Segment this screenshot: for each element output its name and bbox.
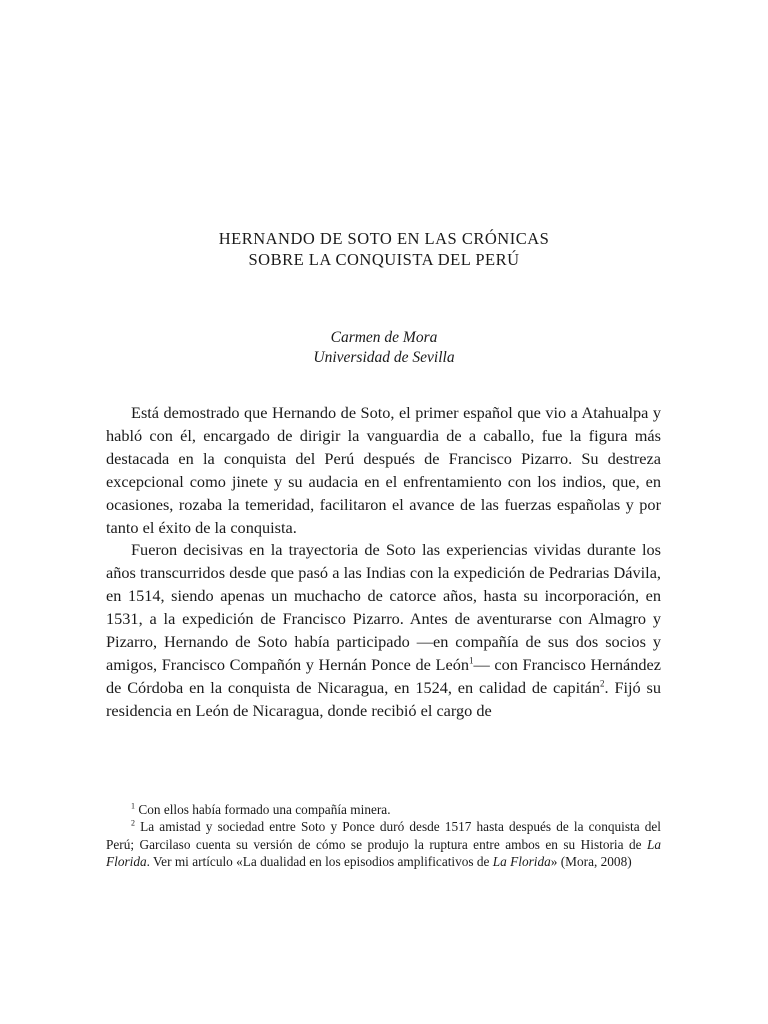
title-line-1: HERNANDO DE SOTO EN LAS CRÓNICAS	[218, 229, 550, 248]
footnotes	[106, 801, 661, 870]
footnote-2-book-title-2: La Florida	[492, 853, 551, 869]
author-block	[0, 328, 768, 368]
title-line-2: SOBRE LA CONQUISTA DEL PERÚ	[248, 250, 520, 269]
footnote-ref-1[interactable]: 1	[468, 655, 474, 666]
paragraph-2-part-c: . Fijó su residencia en León de Nicaragua, donde recibió el cargo de	[106, 677, 662, 720]
author-name: Carmen de Mora	[330, 329, 438, 346]
footnote-1-number: 1	[131, 801, 135, 811]
body-text	[106, 402, 661, 723]
footnote-ref-2[interactable]: 2	[600, 678, 605, 689]
article-title	[0, 228, 768, 270]
footnote-2	[106, 818, 661, 870]
footnote-2-text-c: » (Mora, 2008)	[550, 853, 632, 869]
paragraph-2-part-b: — con Francisco Hernández de Córdoba en la conquista de Nicaragua, en 1524, en calidad de capitán	[106, 654, 661, 697]
footnote-1	[106, 801, 661, 818]
paragraph-2-part-a: Fueron decisivas en la trayectoria de Soto las experiencias vividas durante los años transcurridos desde que pasó a las Indias con la expedición de Pedrarias Dávila, en 1514, siendo apenas un muchacho de catorce años, hasta su incorporación, en 1531, a la expedición de Francisco Pizarro. Antes de aventurarse con Almagro y Pizarro, Hernando de Soto había participado —en compañía de sus dos socios y amigos, Francisco Compañón y Hernán Ponce de León	[106, 540, 661, 674]
paragraph-2	[106, 539, 661, 722]
author-affiliation: Universidad de Sevilla	[313, 349, 455, 366]
footnote-2-number: 2	[131, 818, 135, 828]
footnote-1-text: Con ellos había formado una compañía minera.	[135, 802, 391, 817]
footnote-2-book-title-1: La Florida	[106, 836, 661, 869]
paragraph-1: Está demostrado que Hernando de Soto, el primer español que vio a Atahualpa y habló con él, encargado de dirigir la vanguardia de a caballo, fue la figura más destacada en la conquista del Perú después de Francisco Pizarro. Su destreza excepcional como jinete y su audacia en el enfrentamiento con los indios, que, en ocasiones, rozaba la temeridad, facilitaron el avance de las fuerzas españolas y por tanto el éxito de la conquista.	[106, 403, 661, 537]
footnote-2-text-a: La amistad y sociedad entre Soto y Ponce duró desde 1517 hasta después de la conquista del Perú; Garcilaso cuenta su versión de cómo se produjo la ruptura entre ambos en su Historia de	[106, 819, 661, 852]
footnote-2-text-b: . Ver mi artículo «La dualidad en los episodios amplificativos de	[146, 853, 493, 869]
